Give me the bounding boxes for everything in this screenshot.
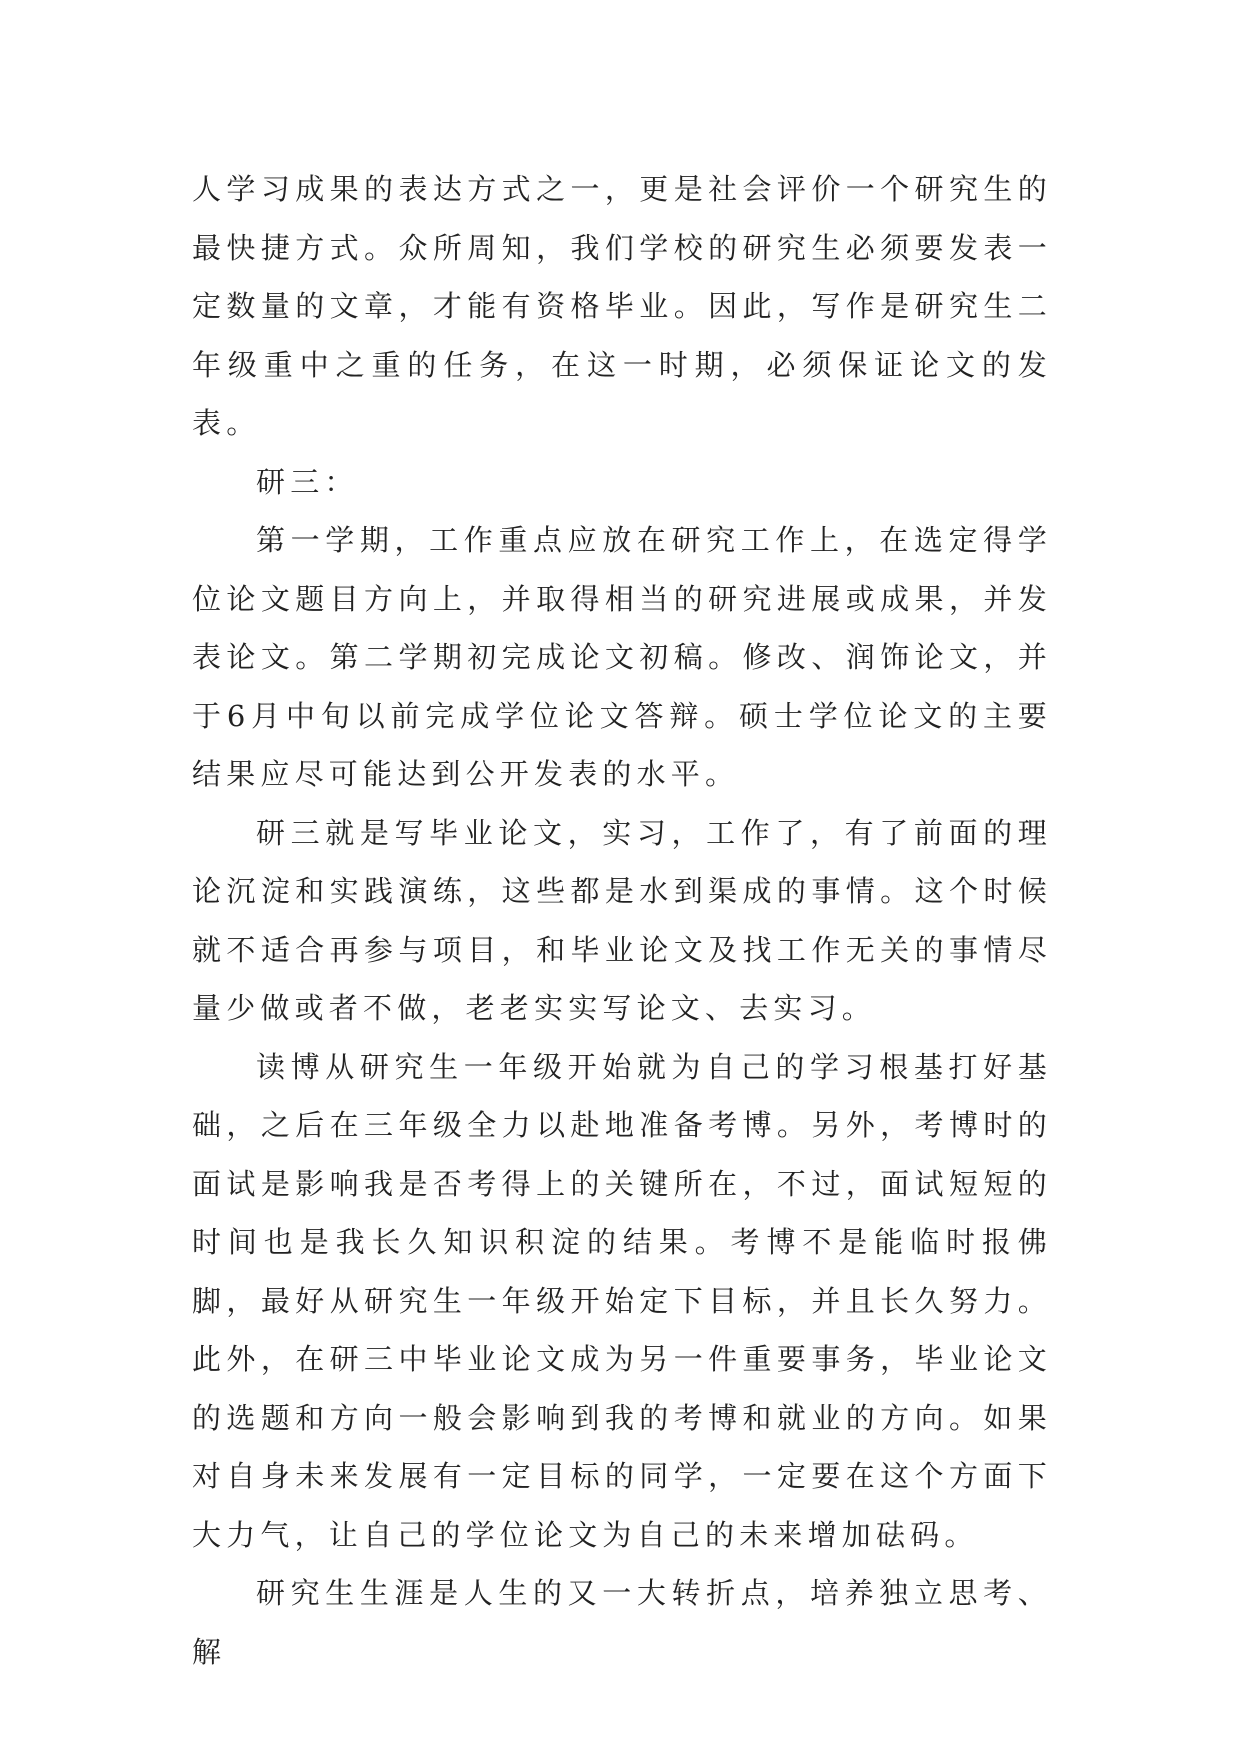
paragraph-semester-plan: 第一学期，工作重点应放在研究工作上，在选定得学位论文题目方向上，并取得相当的研究进展或成果，并发表论文。第二学期初完成论文初稿。修改、润饰论文，并于6月中旬以前完成学位论文答辩。硕士学位论文的主要结果应尽可能达到公开发表的水平。 bbox=[192, 523, 1052, 791]
paragraph-continuation: 人学习成果的表达方式之一，更是社会评价一个研究生的最快捷方式。众所周知，我们学校的研究生必须要发表一定数量的文章，才能有资格毕业。因此，写作是研究生二年级重中之重的任务，在这一时期，必须保证论文的发表。 bbox=[192, 172, 1052, 440]
paragraph-doctoral-exam: 读博从研究生一年级开始就为自己的学习根基打好基础，之后在三年级全力以赴地准备考博。另外，考博时的面试是影响我是否考得上的关键所在，不过，面试短短的时间也是我长久知识积淀的结果。考博不是能临时报佛脚，最好从研究生一年级开始定下目标，并且长久努力。此外，在研三中毕业论文成为另一件重要事务，毕业论文的选题和方向一般会影响到我的考博和就业的方向。如果对自身未来发展有一定目标的同学，一定要在这个方面下大力气，让自己的学位论文为自己的未来增加砝码。 bbox=[192, 1049, 1052, 1552]
document-body bbox=[192, 160, 1052, 1681]
paragraph-graduate-career: 研究生生涯是人生的又一大转折点，培养独立思考、解 bbox=[192, 1576, 1052, 1669]
section-heading-year-three: 研三： bbox=[256, 464, 359, 499]
paragraph-thesis-internship: 研三就是写毕业论文，实习，工作了，有了前面的理论沉淀和实践演练，这些都是水到渠成的事情。这个时候就不适合再参与项目，和毕业论文及找工作无关的事情尽量少做或者不做，老老实实写论文、去实习。 bbox=[192, 815, 1052, 1025]
